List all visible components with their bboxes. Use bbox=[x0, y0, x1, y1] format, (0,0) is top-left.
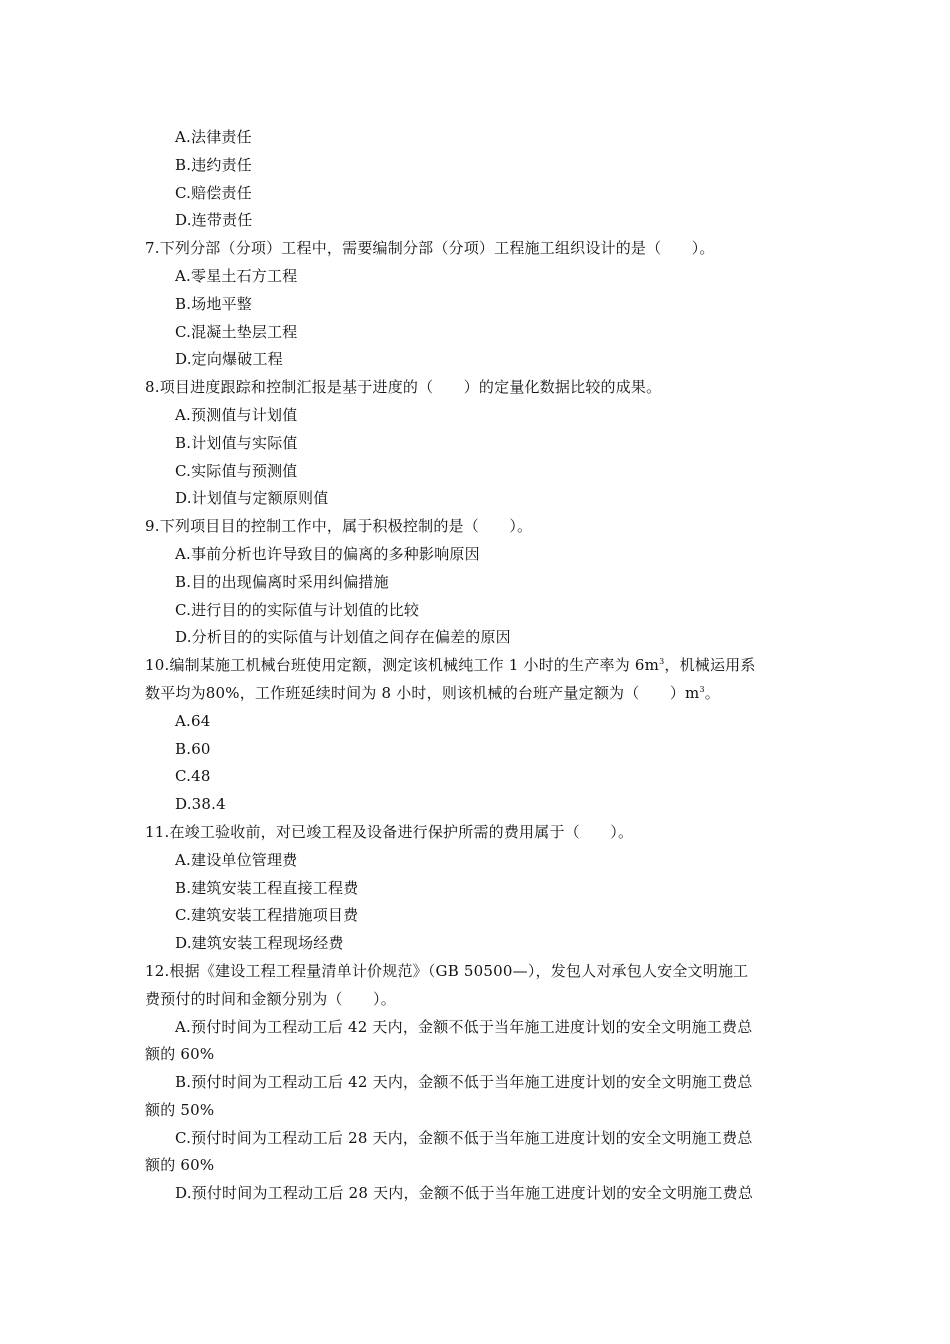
q12-stem-line-1: 12.根据《建设工程工程量清单计价规范》（GB 50500—），发包人对承包人安全文明施工 bbox=[145, 961, 749, 980]
q9-option-d: D.分析目的的实际值与计划值之间存在偏差的原因 bbox=[175, 628, 511, 647]
q12-option-b-line-2: 额的 50% bbox=[145, 1100, 215, 1119]
q8-option-d: D.计划值与定额原则值 bbox=[175, 489, 329, 508]
q10-stem-line-2 bbox=[145, 680, 810, 708]
q12-option-c-line-2: 额的 60% bbox=[145, 1156, 215, 1175]
q7-stem: 7.下列分部（分项）工程中，需要编制分部（分项）工程施工组织设计的是（ ）。 bbox=[145, 239, 715, 258]
q11-option-b: B.建筑安装工程直接工程费 bbox=[175, 878, 359, 897]
q12-option-a-line-2: 额的 60% bbox=[145, 1045, 215, 1064]
q10-stem-line-1-text: 10.编制某施工机械台班使用定额，测定该机械纯工作 1 小时的生产率为 6m bbox=[145, 656, 660, 675]
q12-stem-line-2: 费预付的时间和金额分别为（ ）。 bbox=[145, 989, 396, 1008]
q8-option-b: B.计划值与实际值 bbox=[175, 433, 298, 452]
q12-option-a-line-1: A.预付时间为工程动工后 42 天内，金额不低于当年施工进度计划的安全文明施工费总 bbox=[175, 1017, 753, 1036]
q10-unit-superscript-1: 3 bbox=[659, 657, 665, 667]
q7-option-c: C.混凝土垫层工程 bbox=[175, 322, 298, 341]
q8-stem: 8.项目进度跟踪和控制汇报是基于进度的（ ）的定量化数据比较的成果。 bbox=[145, 378, 662, 397]
q10-stem-line-1 bbox=[145, 652, 810, 680]
q9-option-a: A.事前分析也许导致目的偏离的多种影响原因 bbox=[175, 544, 480, 563]
q10-option-c: C.48 bbox=[175, 767, 211, 786]
q12-option-d-line-1: D.预付时间为工程动工后 28 天内，金额不低于当年施工进度计划的安全文明施工费总 bbox=[175, 1184, 754, 1203]
question-list bbox=[145, 124, 810, 1208]
q10-option-b: B.60 bbox=[175, 739, 211, 758]
q12-option-b-line-1: B.预付时间为工程动工后 42 天内，金额不低于当年施工进度计划的安全文明施工费总 bbox=[175, 1073, 753, 1092]
q11-option-a: A.建设单位管理费 bbox=[175, 850, 298, 869]
q9-option-c: C.进行目的的实际值与计划值的比较 bbox=[175, 600, 420, 619]
q10-stem-line-1-tail: ，机械运用系 bbox=[664, 656, 756, 675]
q10-stem-line-2-text: 数平均为80%，工作班延续时间为 8 小时，则该机械的台班产量定额为（ ）m bbox=[145, 683, 700, 702]
q10-option-d: D.38.4 bbox=[175, 795, 226, 814]
q6-option-b: B.违约责任 bbox=[175, 155, 252, 174]
q7-option-d: D.定向爆破工程 bbox=[175, 350, 283, 369]
q11-stem: 11.在竣工验收前，对已竣工程及设备进行保护所需的费用属于（ ）。 bbox=[145, 822, 634, 841]
q10-option-a: A.64 bbox=[175, 711, 211, 730]
q9-stem: 9.下列项目目的控制工作中，属于积极控制的是（ ）。 bbox=[145, 517, 533, 536]
q10-stem-line-2-tail: 。 bbox=[704, 683, 720, 702]
q7-option-a: A.零星土石方工程 bbox=[175, 266, 298, 285]
q8-option-c: C.实际值与预测值 bbox=[175, 461, 298, 480]
q7-option-b: B.场地平整 bbox=[175, 294, 252, 313]
q11-option-d: D.建筑安装工程现场经费 bbox=[175, 934, 344, 953]
q6-option-a: A.法律责任 bbox=[175, 128, 252, 146]
q12-option-c-line-1: C.预付时间为工程动工后 28 天内，金额不低于当年施工进度计划的安全文明施工费总 bbox=[175, 1128, 753, 1147]
q6-option-c: C.赔偿责任 bbox=[175, 183, 252, 202]
q9-option-b: B.目的出现偏离时采用纠偏措施 bbox=[175, 572, 389, 591]
q10-unit-superscript-2: 3 bbox=[699, 684, 705, 694]
q11-option-c: C.建筑安装工程措施项目费 bbox=[175, 906, 359, 925]
q8-option-a: A.预测值与计划值 bbox=[175, 405, 298, 424]
q6-option-d: D.连带责任 bbox=[175, 211, 253, 230]
